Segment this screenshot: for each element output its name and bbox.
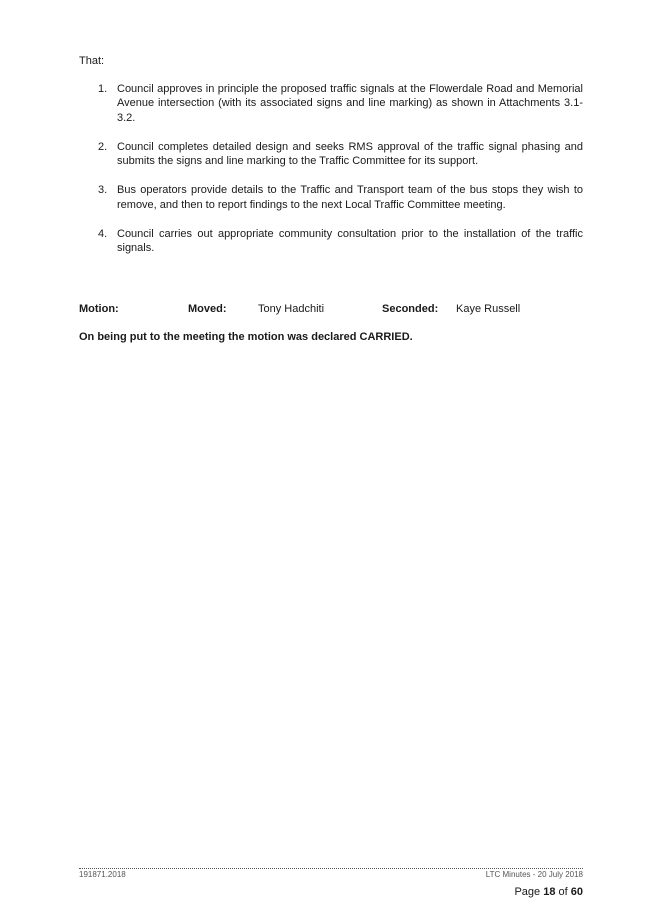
recommendation-text: Bus operators provide details to the Traffic and Transport team of the bus stops they wish to remove, and then to report findings to the next Local Traffic Committee meeting. [117, 184, 583, 211]
footer-document-title: LTC Minutes - 20 July 2018 [485, 870, 583, 879]
recommendation-text: Council carries out appropriate community consultation prior to the installation of the traffic signals. [117, 228, 583, 255]
motion-result: On being put to the meeting the motion was declared CARRIED. [79, 331, 413, 343]
moved-by: Tony Hadchiti [258, 303, 325, 315]
recommendation-text: Council completes detailed design and seeks RMS approval of the traffic signal phasing and submits the signs and line marking to the Traffic Committee for its support. [117, 140, 583, 168]
recommendation-number: 1. [98, 83, 108, 95]
footer-reference: 191871.2018 [79, 870, 126, 879]
motion-label: Motion: [79, 303, 119, 315]
recommendation-number: 4. [98, 228, 108, 241]
recommendation-item [79, 183, 583, 212]
page-current: 18 [543, 886, 556, 898]
recommendation-item [79, 140, 583, 169]
resolution-intro: That: [79, 55, 105, 67]
page-prefix: Page [514, 886, 544, 898]
recommendation-number: 3. [98, 184, 108, 197]
footer-divider [79, 868, 583, 869]
seconded-label: Seconded: [382, 303, 439, 315]
recommendation-item [79, 227, 583, 256]
recommendation-number: 2. [98, 140, 108, 153]
recommendation-item [79, 82, 583, 125]
recommendation-text: Council approves in principle the proposed traffic signals at the Flowerdale Road and Memorial Avenue intersection (with its associated signs and line marking) as shown in Attachments 3.1-3.2. [117, 83, 583, 124]
page-number [514, 885, 583, 899]
motion-row [79, 302, 583, 318]
page-total: 60 [570, 886, 583, 898]
page-separator: of [555, 886, 571, 898]
moved-label: Moved: [188, 303, 227, 315]
seconded-by: Kaye Russell [456, 303, 521, 315]
recommendation-list [79, 82, 583, 271]
